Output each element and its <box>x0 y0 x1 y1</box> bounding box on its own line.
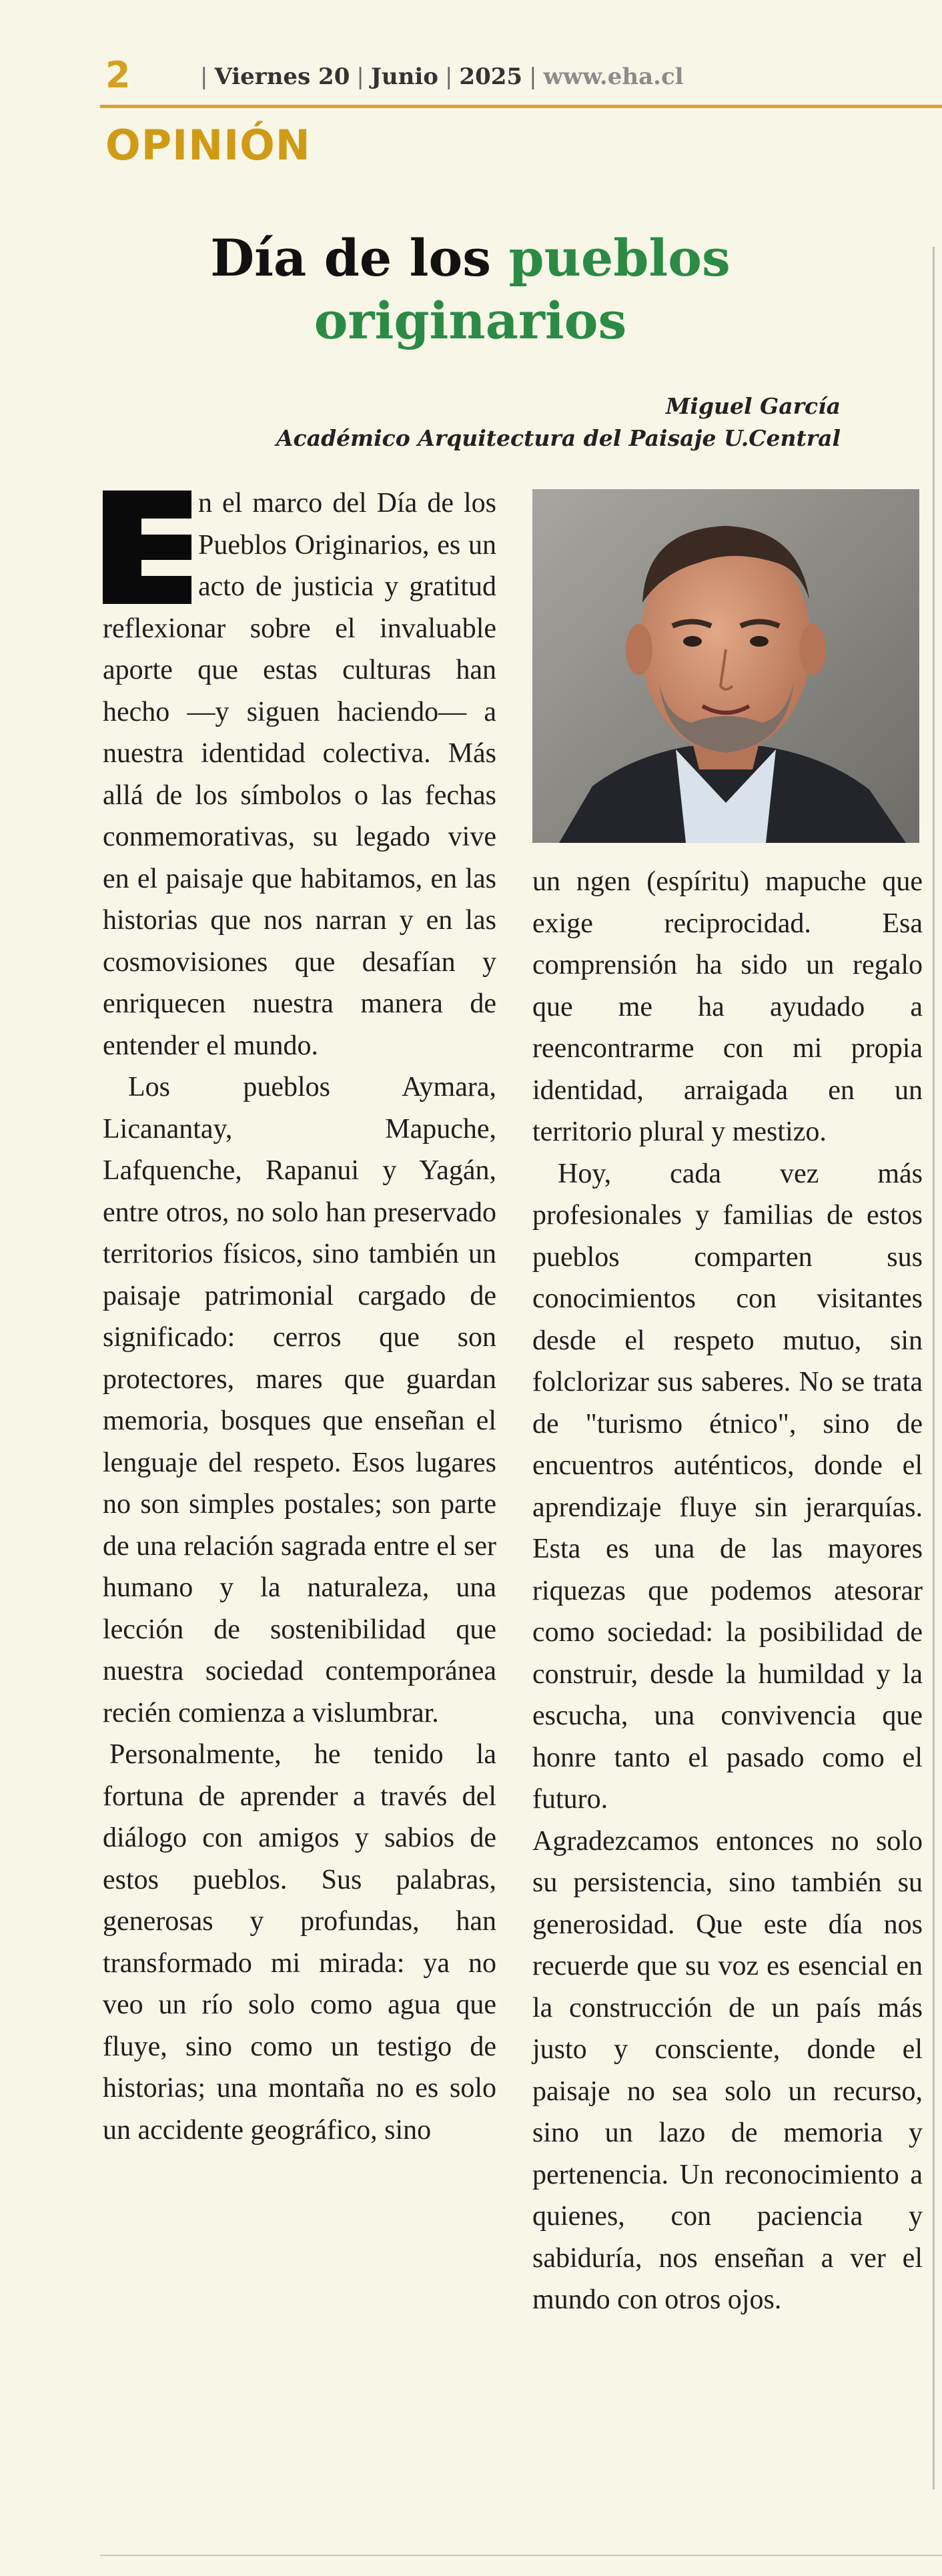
bottom-rule <box>100 2555 942 2556</box>
paragraph: Los pueblos Aymara, Licanantay, Mapuche, Lafquenche, Rapanui y Yagán, entre otros, no solo han preservado territorios físicos, sino también un paisaje patrimonial cargado de significado: cerros que son protectores, mares que guardan memoria, bosques que enseñan el lenguaje del respeto. Esos lugares no son simples postales; son parte de una relación sagrada entre el ser humano y la naturaleza, una lección de sostenibilidad que nuestra sociedad contemporánea recién comienza a vislumbrar. <box>103 1072 497 1728</box>
title-part-3: originarios <box>314 291 627 350</box>
article-title <box>120 227 821 352</box>
dateline <box>193 65 684 88</box>
byline <box>100 390 841 454</box>
date-weekday-day: Viernes 20 <box>214 63 350 90</box>
website-link[interactable]: www.eha.cl <box>543 63 684 90</box>
column-divider <box>933 247 935 2489</box>
page-number: 2 <box>105 54 131 96</box>
separator: | <box>444 63 453 90</box>
section-label: OPINIÓN <box>105 121 311 170</box>
date-month: Junio <box>370 63 438 90</box>
article-column-left <box>103 482 496 2151</box>
title-part-2: pueblos <box>508 228 731 288</box>
article-column-right <box>532 861 923 2321</box>
separator: | <box>356 63 364 90</box>
drop-cap-glyph <box>103 491 191 604</box>
title-part-1: Día de los <box>210 228 492 288</box>
author-name: Miguel García <box>665 393 841 419</box>
paragraph: Personalmente, he tenido la fortuna de aprender a través del diálogo con amigos y sabios de estos pueblos. Sus palabras, generosas y profundas, han transformado mi mirada: ya no veo un río solo como agua que fluye, sino como un testigo de historias; una montaña no es solo un accidente geográfico, sino <box>103 1739 496 2146</box>
header-rule <box>100 105 942 108</box>
separator: | <box>200 63 208 90</box>
paragraph: Hoy, cada vez más profesionales y familias de estos pueblos comparten sus conocimientos con visitantes desde el respeto mutuo, sin folclorizar sus saberes. No se trata de "turismo étnico", sino de encuentros auténticos, donde el aprendizaje fluye sin jerarquías. Esta es una de las mayores riquezas que podemos atesorar como sociedad: la posibilidad de construir, desde la humildad y la escucha, una convivencia que honre tanto el pasado como el futuro. <box>532 1158 923 1815</box>
page-header <box>0 0 942 170</box>
paragraph <box>103 482 496 1066</box>
author-role: Académico Arquitectura del Paisaje U.Central <box>276 425 841 451</box>
date-year: 2025 <box>459 63 523 90</box>
paragraph: un ngen (espíritu) mapuche que exige reciprocidad. Esa comprensión ha sido un regalo que me ha ayudado a reencontrarme con mi propia identidad, arraigada en un territorio plural y mestizo. <box>532 866 923 1147</box>
separator: | <box>529 63 537 90</box>
author-photo <box>532 489 919 843</box>
paragraph-text: n el marco del Día de los Pueblos Originarios, es un acto de justicia y gratitud reflexionar sobre el invaluable aporte que estas culturas han hecho —y siguen haciendo— a nuestra identidad colectiva. Más allá de los símbolos o las fechas conmemorativas, su legado vive en el paisaje que habitamos, en las historias que nos narran y en las cosmovisiones que desafían y enriquecen nuestra manera de entender el mundo. <box>103 488 496 1061</box>
drop-cap <box>103 491 191 604</box>
author-portrait-image <box>532 489 919 843</box>
paragraph: Agradezcamos entonces no solo su persistencia, sino también su generosidad. Que este día nos recuerde que su voz es esencial en la construcción de un país más justo y consciente, donde el paisaje no sea solo un recurso, sino un lazo de memoria y pertenencia. Un reconocimiento a quienes, con paciencia y sabiduría, nos enseñan a ver el mundo con otros ojos. <box>532 1825 923 2315</box>
